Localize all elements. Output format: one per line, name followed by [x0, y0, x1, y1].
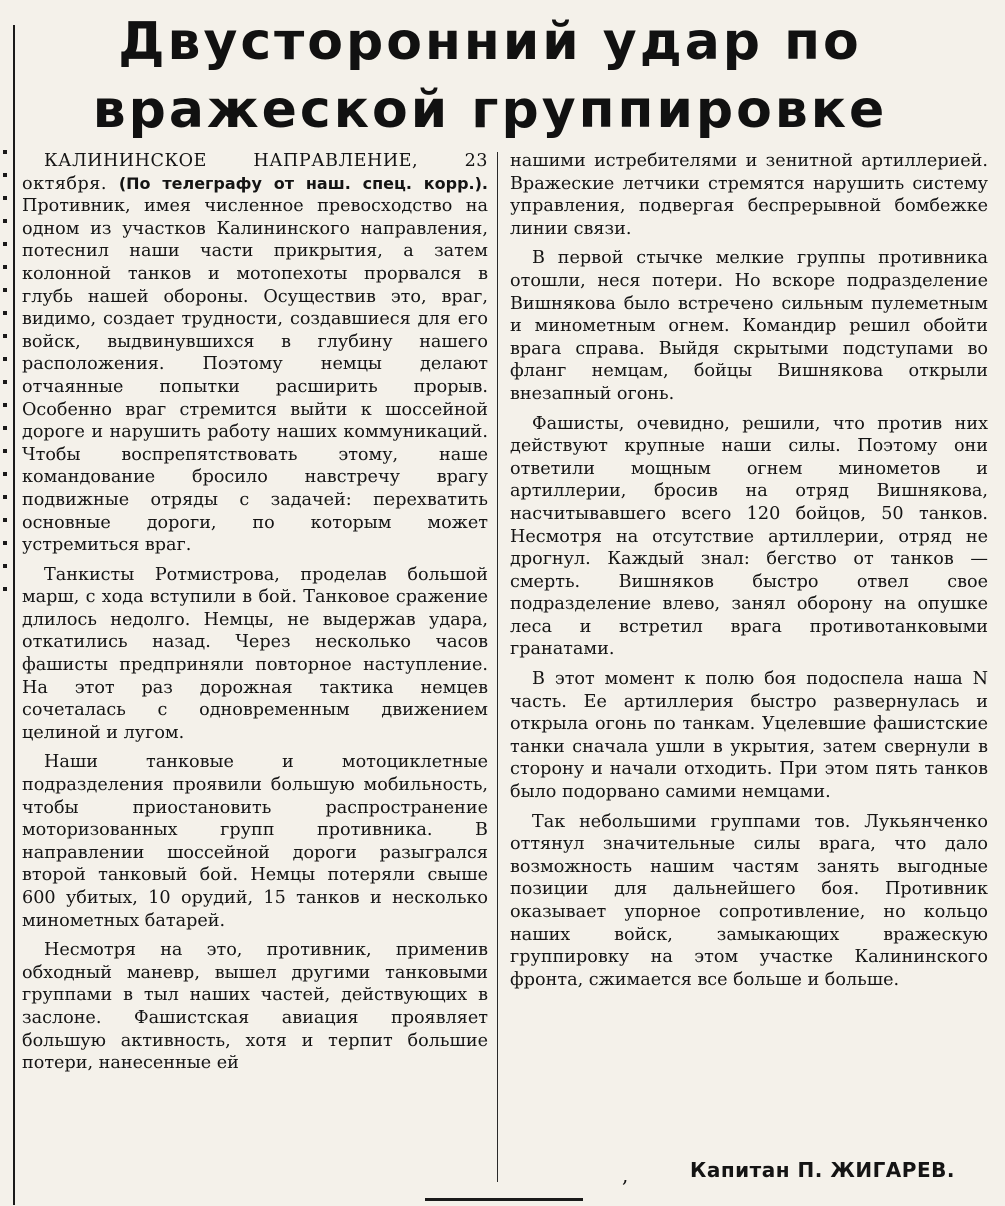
dateline: КАЛИНИНСКОЕ НАПРАВЛЕНИЕ, 23 октября.	[22, 151, 488, 194]
headline	[40, 8, 940, 144]
bottom-rule	[425, 1198, 583, 1201]
ink-mark: ,	[622, 1163, 629, 1187]
left-column-rule	[13, 25, 15, 1205]
article-column-right	[510, 150, 988, 998]
article-paragraph	[22, 150, 488, 557]
article-paragraph: Фашисты, очевидно, решили, что против них действуют крупные наши силы. Поэтому они ответили мощным огнем минометов и артиллерии, бросив на отряд Вишнякова, насчитывавшего всего 120 бойцов, 50 танков. Несмотря на отсутствие артиллерии, отряд не дрогнул. Каждый знал: бегство от танков — смерть. Вишняков быстро отвел свое подразделение влево, занял оборону на опушке леса и встретил врага противотанковыми гранатами.	[510, 413, 988, 660]
author-signature: Капитан П. ЖИГАРЕВ.	[690, 1158, 955, 1182]
article-column-left	[22, 150, 488, 1082]
article-paragraph: Наши танковые и мотоциклетные подразделения проявили большую мобильность, чтобы приостановить распространение моторизованных групп противника. В направлении шоссейной дороги разыгрался второй танковый бой. Немцы потеряли свыше 600 убитых, 10 орудий, 15 танков и несколько минометных батарей.	[22, 752, 488, 931]
margin-marks	[0, 150, 10, 610]
headline-line-2: вражеской группировке	[92, 80, 888, 140]
article-paragraph: В этот момент к полю боя подоспела наша N часть. Ее артиллерия быстро развернулась и открыла огонь по танкам. Уцелевшие фашистские танки сначала ушли в укрытия, затем свернули в сторону и начали отходить. При этом пять танков было подорвано самими немцами.	[510, 669, 988, 803]
column-divider	[497, 152, 498, 1182]
article-paragraph: Танкисты Ротмистрова, проделав большой марш, с хода вступили в бой. Танковое сражение длилось недолго. Немцы, не выдержав удара, откатились назад. Через несколько часов фашисты предприняли повторное наступление. На этот раз дорожная тактика немцев сочеталась с одновременным движением целиной и лугом.	[22, 564, 488, 743]
article-paragraph: Несмотря на это, противник, применив обходный маневр, вышел другими танковыми группами в тыл наших частей, действующих в заслоне. Фашистская авиация проявляет большую активность, хотя и терпит большие потери, нанесенные ей	[22, 940, 488, 1074]
paragraph-text: Противник, имея численное превосходство на одном из участков Калининского направления, потеснил наши части прикрытия, а затем колонной танков и мотопехоты прорвался в глубь нашей обороны. Осуществив это, враг, видимо, создает трудности, создавшиеся для его войск, выдвинувшихся в глубину нашего расположения. Поэтому немцы делают отчаянные попытки расширить прорыв. Особенно враг стремится выйти к шоссейной дороге и нарушить работу наших коммуникаций. Чтобы воспрепятствовать этому, наше командование бросило навстречу врагу подвижные отряды с задачей: перехватить основные дороги, по которым может устремиться враг.	[22, 196, 488, 556]
article-paragraph: нашими истребителями и зенитной артиллерией. Вражеские летчики стремятся нарушить систему управления, подвергая беспрерывной бомбежке линии связи.	[510, 151, 988, 239]
article-paragraph: Так небольшими группами тов. Лукьянченко оттянул значительные силы врага, что дало возможность нашим частям занять выгодные позиции для дальнейшего боя. Противник оказывает упорное сопротивление, но кольцо наших войск, замыкающих вражескую группировку на этом участке Калининского фронта, сжимается все больше и больше.	[510, 811, 988, 990]
article-paragraph: В первой стычке мелкие группы противника отошли, неся потери. Но вскоре подразделение Вишнякова было встречено сильным пулеметным и минометным огнем. Командир решил обойти врага справа. Выйдя скрытыми подступами во фланг немцам, бойцы Вишнякова открыли внезапный огонь.	[510, 248, 988, 404]
correspondent-note: (По телеграфу от наш. спец. корр.).	[118, 173, 489, 193]
headline-line-1: Двусторонний удар по	[118, 12, 862, 72]
